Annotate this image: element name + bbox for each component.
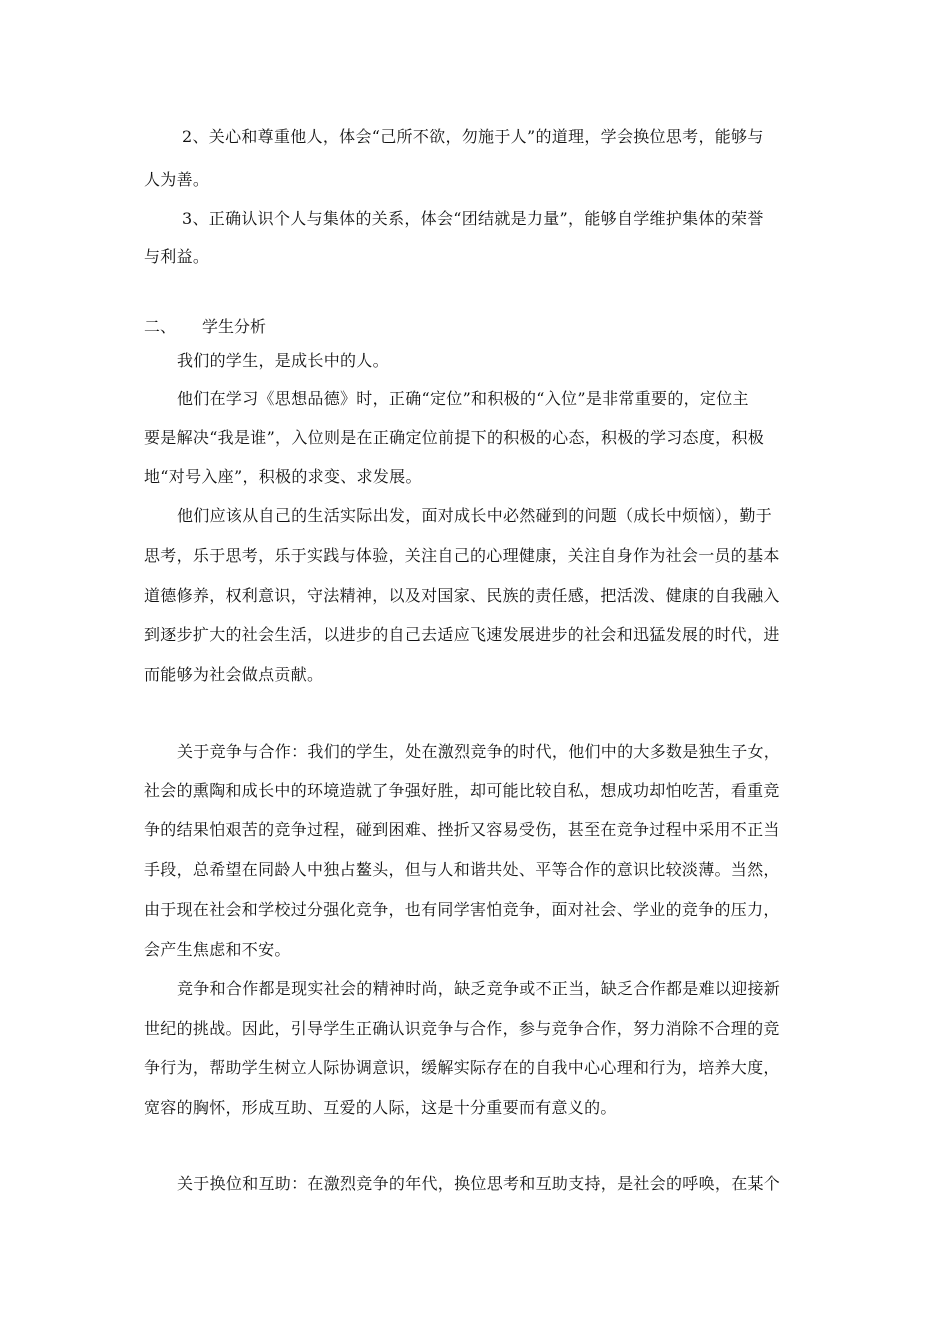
paragraph-line: 由于现在社会和学校过分强化竞争，也有同学害怕竞争，面对社会、学业的竞争的压力，: [144, 900, 780, 919]
paragraph-line: 我们的学生，是成长中的人。: [177, 351, 389, 370]
section-title: 学生分析: [202, 317, 267, 336]
paragraph-line: 要是解决“我是谁”，入位则是在正确定位前提下的积极的心态，积极的学习态度，积极: [144, 428, 765, 447]
paragraph-line: 会产生焦虑和不安。: [144, 940, 291, 959]
paragraph-line: 思考，乐于思考，乐于实践与体验，关注自己的心理健康，关注自身作为社会一员的基本: [144, 546, 780, 565]
paragraph-line: 争的结果怕艰苦的竞争过程，碰到困难、挫折又容易受伤，甚至在竞争过程中采用不正当: [144, 820, 780, 839]
objective-2-line-2: 人为善。: [144, 170, 210, 189]
objective-2-line-1: 2、关心和尊重他人，体会“己所不欲，勿施于人”的道理，学会换位思考，能够与: [182, 127, 764, 146]
paragraph-line: 竞争和合作都是现实社会的精神时尚，缺乏竞争或不正当，缺乏合作都是难以迎接新: [177, 979, 781, 998]
paragraph-line: 到逐步扩大的社会生活，以进步的自己去适应飞速发展进步的社会和迅猛发展的时代，进: [144, 625, 780, 644]
objective-3-line-2: 与利益。: [144, 247, 210, 266]
paragraph-line: 关于换位和互助：在激烈竞争的年代，换位思考和互助支持，是社会的呼唤，在某个: [177, 1174, 781, 1193]
paragraph-line: 他们在学习《思想品德》时，正确“定位”和积极的“入位”是非常重要的，定位主: [177, 389, 749, 408]
paragraph-line: 宽容的胸怀，形成互助、互爱的人际，这是十分重要而有意义的。: [144, 1098, 617, 1117]
paragraph-line: 他们应该从自己的生活实际出发，面对成长中必然碰到的问题（成长中烦恼），勤于: [177, 506, 773, 525]
paragraph-line: 世纪的挑战。因此，引导学生正确认识竞争与合作，参与竞争合作，努力消除不合理的竞: [144, 1019, 780, 1038]
section-number: 二、: [144, 317, 177, 336]
paragraph-line: 争行为，帮助学生树立人际协调意识，缓解实际存在的自我中心心理和行为，培养大度，: [144, 1058, 780, 1077]
paragraph-line: 而能够为社会做点贡献。: [144, 665, 324, 684]
paragraph-line: 社会的熏陶和成长中的环境造就了争强好胜，却可能比较自私，想成功却怕吃苦，看重竞: [144, 781, 780, 800]
paragraph-line: 道德修养，权利意识，守法精神，以及对国家、民族的责任感，把活泼、健康的自我融入: [144, 586, 780, 605]
paragraph-line: 手段，总希望在同龄人中独占鳌头，但与人和谐共处、平等合作的意识比较淡薄。当然，: [144, 860, 780, 879]
paragraph-line: 地“对号入座”，积极的求变、求发展。: [144, 467, 422, 486]
objective-3-line-1: 3、正确认识个人与集体的关系，体会“团结就是力量”，能够自学维护集体的荣誉: [182, 209, 764, 228]
paragraph-line: 关于竞争与合作：我们的学生，处在激烈竞争的时代，他们中的大多数是独生子女，: [177, 742, 781, 761]
